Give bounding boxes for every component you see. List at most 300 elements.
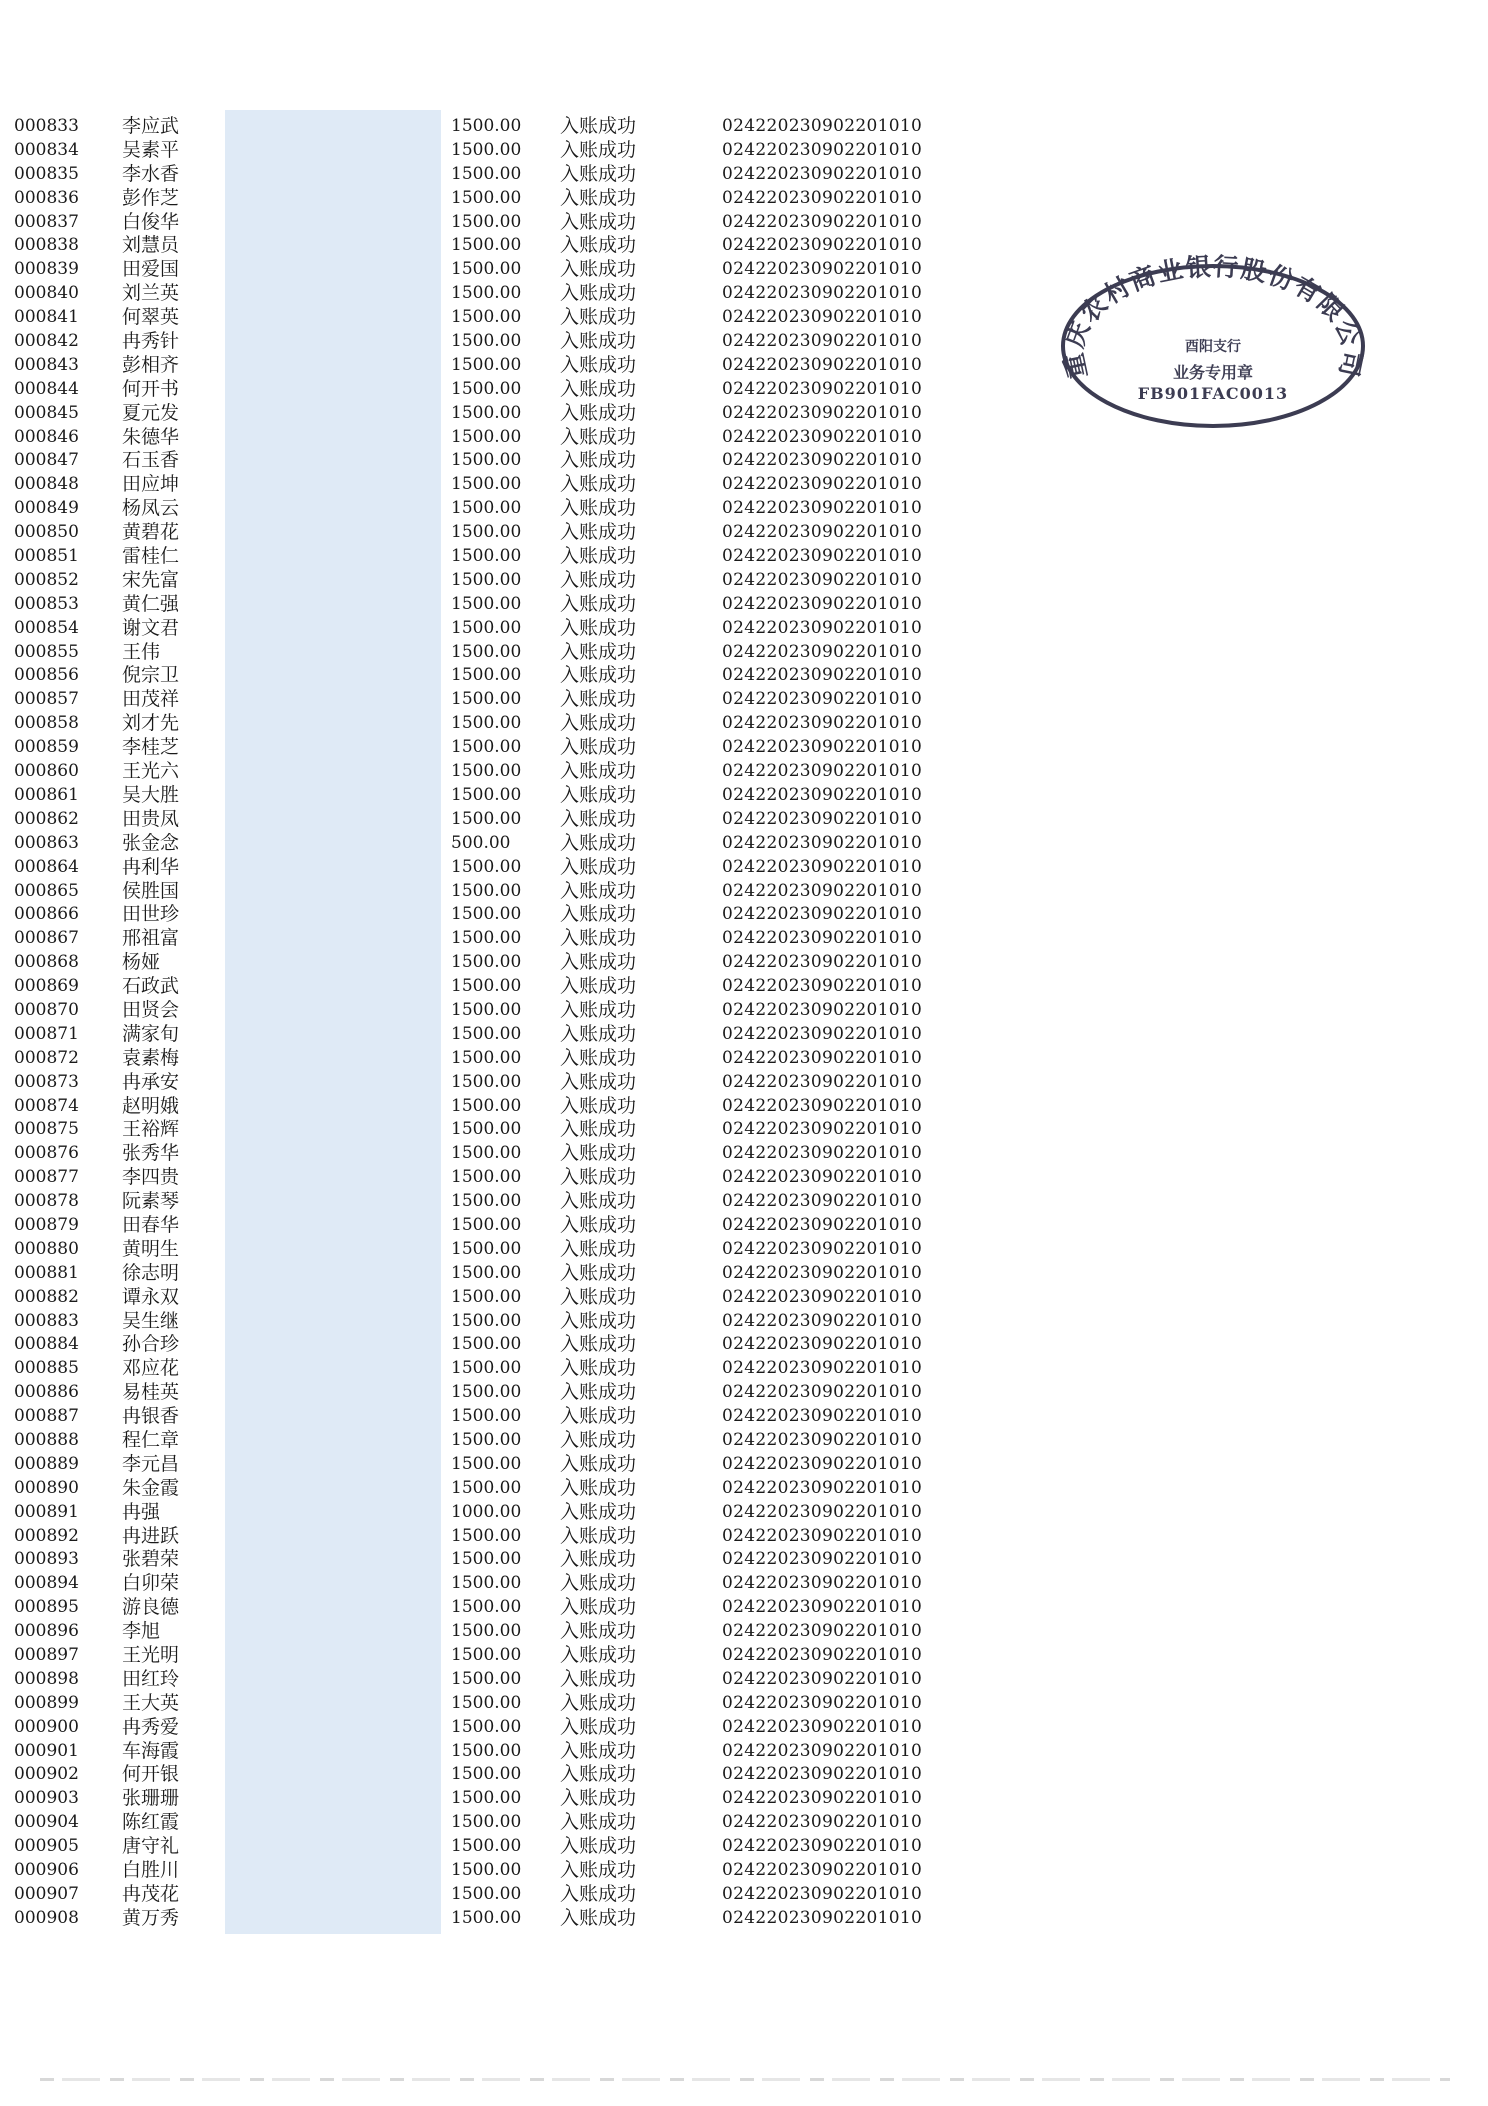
cell-amount: 1500.00 [451, 1836, 522, 1857]
cell-name: 王光明 [122, 1644, 180, 1666]
cell-name: 张金念 [122, 831, 180, 854]
cell-seq: 000885 [14, 1358, 79, 1379]
table-row [0, 1739, 1000, 1763]
cell-ref: 024220230902201010 [722, 450, 923, 471]
cell-status: 入账成功 [560, 545, 637, 568]
cell-ref: 024220230902201010 [722, 283, 923, 304]
table-row [0, 1571, 1000, 1595]
cell-ref: 024220230902201010 [722, 1788, 923, 1809]
cell-name: 吴素平 [122, 138, 180, 161]
cell-name: 游良德 [122, 1596, 180, 1619]
table-row [0, 568, 1000, 592]
cell-status: 入账成功 [560, 1787, 637, 1810]
table-row [0, 1762, 1000, 1786]
cell-ref: 024220230902201010 [722, 426, 923, 447]
cell-status: 入账成功 [560, 258, 637, 281]
cell-amount: 1500.00 [451, 1382, 522, 1403]
cell-seq: 000902 [14, 1764, 79, 1785]
cell-status: 入账成功 [560, 664, 637, 687]
cell-seq: 000897 [14, 1645, 79, 1665]
cell-ref: 024220230902201010 [722, 116, 923, 136]
cell-name: 倪宗卫 [122, 664, 180, 687]
table-row [0, 1380, 1000, 1404]
cell-amount: 1500.00 [451, 1621, 522, 1642]
cell-status: 入账成功 [560, 1763, 637, 1786]
cell-seq: 000838 [14, 235, 79, 256]
cell-ref: 024220230902201010 [722, 1668, 923, 1689]
cell-status: 入账成功 [560, 1428, 637, 1451]
cell-amount: 1500.00 [451, 1549, 522, 1570]
cell-seq: 000861 [14, 784, 79, 805]
cell-ref: 024220230902201010 [722, 1453, 923, 1474]
cell-status: 入账成功 [560, 568, 637, 591]
cell-seq: 000901 [14, 1740, 79, 1761]
cell-name: 冉进跃 [122, 1524, 180, 1547]
cell-status: 入账成功 [560, 1094, 637, 1117]
cell-seq: 000850 [14, 522, 79, 543]
cell-amount: 1500.00 [451, 1453, 522, 1474]
cell-amount: 1500.00 [451, 976, 522, 997]
cell-ref: 024220230902201010 [722, 1692, 923, 1713]
cell-ref: 024220230902201010 [722, 856, 923, 877]
cell-seq: 000871 [14, 1023, 79, 1044]
cell-amount: 1500.00 [451, 1119, 522, 1140]
cell-status: 入账成功 [560, 1190, 637, 1213]
cell-seq: 000862 [14, 808, 79, 829]
table-row [0, 401, 1000, 425]
cell-name: 黄仁强 [122, 592, 180, 615]
cell-amount: 1500.00 [451, 331, 522, 352]
table-row [0, 1882, 1000, 1906]
table-row [0, 210, 1000, 234]
table-row [0, 1834, 1000, 1858]
cell-name: 王大英 [122, 1691, 180, 1714]
cell-seq: 000908 [14, 1907, 79, 1928]
cell-amount: 1500.00 [451, 211, 522, 232]
cell-seq: 000849 [14, 498, 79, 519]
cell-name: 白卯荣 [122, 1572, 180, 1595]
cell-status: 入账成功 [560, 903, 637, 926]
cell-status: 入账成功 [560, 115, 637, 137]
cell-name: 何翠英 [122, 306, 180, 329]
cell-status: 入账成功 [560, 1596, 637, 1619]
cell-status: 入账成功 [560, 879, 637, 902]
cell-status: 入账成功 [560, 210, 637, 233]
cell-status: 入账成功 [560, 1237, 637, 1260]
cell-name: 袁素梅 [122, 1046, 180, 1069]
cell-status: 入账成功 [560, 1882, 637, 1905]
cell-name: 彭作芝 [122, 186, 180, 209]
cell-ref: 024220230902201010 [722, 1740, 923, 1761]
table-row [0, 496, 1000, 520]
cell-name: 李水香 [122, 162, 180, 185]
cell-amount: 1500.00 [451, 1573, 522, 1594]
cell-name: 刘才先 [122, 712, 180, 735]
cell-amount: 1500.00 [451, 354, 522, 375]
cell-status: 入账成功 [560, 1572, 637, 1595]
cell-name: 陈红霞 [122, 1811, 180, 1834]
cell-status: 入账成功 [560, 497, 637, 520]
cell-name: 石玉香 [122, 449, 180, 472]
cell-seq: 000848 [14, 474, 79, 495]
cell-seq: 000888 [14, 1429, 79, 1450]
cell-seq: 000868 [14, 952, 79, 973]
cell-seq: 000844 [14, 378, 79, 399]
cell-amount: 1500.00 [451, 1716, 522, 1737]
cell-status: 入账成功 [560, 330, 637, 353]
table-row [0, 257, 1000, 281]
cell-ref: 024220230902201010 [722, 952, 923, 973]
table-row [0, 783, 1000, 807]
cell-seq: 000900 [14, 1716, 79, 1737]
cell-status: 入账成功 [560, 1667, 637, 1690]
cell-amount: 1500.00 [451, 761, 522, 782]
cell-seq: 000904 [14, 1812, 79, 1833]
cell-ref: 024220230902201010 [722, 617, 923, 638]
cell-ref: 024220230902201010 [722, 1167, 923, 1188]
cell-amount: 1500.00 [451, 1645, 522, 1665]
cell-amount: 1500.00 [451, 1788, 522, 1809]
cell-status: 入账成功 [560, 353, 637, 376]
table-row [0, 1810, 1000, 1834]
cell-seq: 000872 [14, 1047, 79, 1068]
cell-seq: 000903 [14, 1788, 79, 1809]
cell-name: 刘兰英 [122, 282, 180, 305]
cell-status: 入账成功 [560, 1118, 637, 1141]
cell-ref: 024220230902201010 [722, 139, 923, 160]
cell-name: 吴生继 [122, 1309, 180, 1332]
cell-amount: 1500.00 [451, 952, 522, 973]
cell-amount: 1500.00 [451, 1167, 522, 1188]
cell-status: 入账成功 [560, 377, 637, 400]
cell-amount: 1500.00 [451, 474, 522, 495]
cell-name: 张碧荣 [122, 1548, 180, 1571]
cell-amount: 1500.00 [451, 1525, 522, 1546]
cell-seq: 000857 [14, 689, 79, 710]
table-row [0, 329, 1000, 353]
cell-ref: 024220230902201010 [722, 474, 923, 495]
cell-amount: 1500.00 [451, 856, 522, 877]
cell-amount: 1500.00 [451, 689, 522, 710]
cell-ref: 024220230902201010 [722, 1310, 923, 1331]
cell-ref: 024220230902201010 [722, 498, 923, 519]
cell-status: 入账成功 [560, 1452, 637, 1475]
cell-amount: 1500.00 [451, 928, 522, 949]
cell-name: 李桂芝 [122, 736, 180, 759]
cell-ref: 024220230902201010 [722, 187, 923, 208]
cell-ref: 024220230902201010 [722, 1095, 923, 1116]
cell-ref: 024220230902201010 [722, 163, 923, 184]
cell-name: 程仁章 [122, 1428, 180, 1451]
table-row [0, 1715, 1000, 1739]
cell-status: 入账成功 [560, 1644, 637, 1666]
cell-seq: 000905 [14, 1836, 79, 1857]
cell-ref: 024220230902201010 [722, 880, 923, 901]
cell-amount: 1500.00 [451, 641, 522, 662]
cell-amount: 1500.00 [451, 546, 522, 567]
cell-ref: 024220230902201010 [722, 402, 923, 423]
cell-name: 冉秀爱 [122, 1715, 180, 1738]
cell-amount: 1500.00 [451, 999, 522, 1020]
cell-name: 雷桂仁 [122, 545, 180, 568]
cell-status: 入账成功 [560, 592, 637, 615]
cell-seq: 000879 [14, 1214, 79, 1235]
cell-amount: 1500.00 [451, 880, 522, 901]
cell-amount: 1500.00 [451, 283, 522, 304]
cell-amount: 1500.00 [451, 1406, 522, 1427]
cell-status: 入账成功 [560, 1811, 637, 1834]
cell-ref: 024220230902201010 [722, 1262, 923, 1283]
cell-name: 田春华 [122, 1213, 180, 1236]
table-row [0, 1285, 1000, 1309]
cell-seq: 000842 [14, 331, 79, 352]
cell-seq: 000856 [14, 665, 79, 686]
cell-ref: 024220230902201010 [722, 569, 923, 590]
cell-seq: 000865 [14, 880, 79, 901]
table-row [0, 162, 1000, 186]
cell-seq: 000876 [14, 1143, 79, 1164]
table-row [0, 1189, 1000, 1213]
cell-status: 入账成功 [560, 1022, 637, 1045]
cell-name: 谭永双 [122, 1285, 180, 1308]
cell-name: 满家旬 [122, 1022, 180, 1045]
cell-amount: 1500.00 [451, 1883, 522, 1904]
cell-name: 李旭 [122, 1620, 161, 1643]
cell-status: 入账成功 [560, 473, 637, 496]
cell-name: 谢文君 [122, 616, 180, 639]
cell-seq: 000899 [14, 1692, 79, 1713]
table-row [0, 1619, 1000, 1643]
cell-ref: 024220230902201010 [722, 832, 923, 853]
cell-seq: 000892 [14, 1525, 79, 1546]
cell-seq: 000852 [14, 569, 79, 590]
cell-name: 李元昌 [122, 1452, 180, 1475]
cell-name: 夏元发 [122, 401, 180, 424]
cell-ref: 024220230902201010 [722, 1406, 923, 1427]
cell-ref: 024220230902201010 [722, 1501, 923, 1522]
cell-seq: 000854 [14, 617, 79, 638]
cell-name: 田世珍 [122, 903, 180, 926]
table-row [0, 114, 1000, 138]
cell-seq: 000894 [14, 1573, 79, 1594]
cell-ref: 024220230902201010 [722, 1214, 923, 1235]
cell-amount: 1500.00 [451, 498, 522, 519]
table-row [0, 305, 1000, 329]
cell-name: 车海霞 [122, 1739, 180, 1762]
cell-name: 田红玲 [122, 1667, 180, 1690]
table-row [0, 1476, 1000, 1500]
cell-ref: 024220230902201010 [722, 1382, 923, 1403]
table-row [0, 855, 1000, 879]
cell-ref: 024220230902201010 [722, 1119, 923, 1140]
table-row [0, 592, 1000, 616]
cell-amount: 1500.00 [451, 1764, 522, 1785]
cell-name: 田贤会 [122, 998, 180, 1021]
table-row [0, 735, 1000, 759]
table-row [0, 663, 1000, 687]
cell-status: 入账成功 [560, 616, 637, 639]
cell-name: 王裕辉 [122, 1118, 180, 1141]
cell-status: 入账成功 [560, 1500, 637, 1523]
cell-amount: 500.00 [451, 832, 511, 853]
cell-ref: 024220230902201010 [722, 641, 923, 662]
table-row [0, 1117, 1000, 1141]
cell-name: 冉承安 [122, 1070, 180, 1093]
cell-seq: 000863 [14, 832, 79, 853]
cell-status: 入账成功 [560, 1285, 637, 1308]
cell-name: 田茂祥 [122, 688, 180, 711]
cell-status: 入账成功 [560, 736, 637, 759]
table-row [0, 1643, 1000, 1667]
cell-status: 入账成功 [560, 1333, 637, 1356]
cell-status: 入账成功 [560, 234, 637, 257]
cell-status: 入账成功 [560, 760, 637, 783]
table-row [0, 1524, 1000, 1548]
cell-name: 冉利华 [122, 855, 180, 878]
cell-name: 徐志明 [122, 1261, 180, 1284]
cell-name: 唐守礼 [122, 1835, 180, 1858]
seal-branch: 酉阳支行 [1185, 339, 1241, 355]
table-row [0, 902, 1000, 926]
cell-seq: 000846 [14, 426, 79, 447]
cell-name: 朱金霞 [122, 1476, 180, 1499]
cell-ref: 024220230902201010 [722, 1191, 923, 1212]
cell-name: 张秀华 [122, 1142, 180, 1165]
cell-seq: 000867 [14, 928, 79, 949]
cell-amount: 1500.00 [451, 235, 522, 256]
cell-status: 入账成功 [560, 1357, 637, 1380]
table-row [0, 1165, 1000, 1189]
scan-artifact-line [40, 2078, 1450, 2081]
cell-amount: 1500.00 [451, 1668, 522, 1689]
cell-ref: 024220230902201010 [722, 1645, 923, 1665]
cell-name: 赵明娥 [122, 1094, 180, 1117]
cell-seq: 000898 [14, 1668, 79, 1689]
cell-ref: 024220230902201010 [722, 1836, 923, 1857]
table-row [0, 616, 1000, 640]
table-row [0, 281, 1000, 305]
cell-amount: 1500.00 [451, 1071, 522, 1092]
cell-amount: 1500.00 [451, 402, 522, 423]
cell-status: 入账成功 [560, 998, 637, 1021]
cell-amount: 1500.00 [451, 1310, 522, 1331]
cell-seq: 000869 [14, 976, 79, 997]
cell-status: 入账成功 [560, 425, 637, 448]
cell-ref: 024220230902201010 [722, 1358, 923, 1379]
payment-list [0, 114, 1000, 1930]
cell-status: 入账成功 [560, 688, 637, 711]
cell-status: 入账成功 [560, 712, 637, 735]
table-row [0, 1070, 1000, 1094]
table-row [0, 233, 1000, 257]
table-row [0, 1858, 1000, 1882]
cell-name: 白俊华 [122, 210, 180, 233]
cell-seq: 000873 [14, 1071, 79, 1092]
cell-ref: 024220230902201010 [722, 713, 923, 734]
cell-amount: 1500.00 [451, 737, 522, 758]
cell-status: 入账成功 [560, 975, 637, 998]
cell-status: 入账成功 [560, 855, 637, 878]
cell-name: 白胜川 [122, 1859, 180, 1882]
cell-name: 孙合珍 [122, 1333, 180, 1356]
cell-ref: 024220230902201010 [722, 1023, 923, 1044]
table-row [0, 974, 1000, 998]
cell-name: 易桂英 [122, 1381, 180, 1404]
cell-ref: 024220230902201010 [722, 211, 923, 232]
cell-status: 入账成功 [560, 1906, 637, 1929]
cell-amount: 1500.00 [451, 522, 522, 543]
cell-ref: 024220230902201010 [722, 1907, 923, 1928]
cell-status: 入账成功 [560, 282, 637, 305]
cell-seq: 000845 [14, 402, 79, 423]
cell-name: 邢祖富 [122, 927, 180, 950]
cell-seq: 000870 [14, 999, 79, 1020]
cell-name: 田爱国 [122, 258, 180, 281]
cell-status: 入账成功 [560, 1476, 637, 1499]
cell-ref: 024220230902201010 [722, 1143, 923, 1164]
table-row [0, 1022, 1000, 1046]
cell-status: 入账成功 [560, 1691, 637, 1714]
table-row [0, 1332, 1000, 1356]
table-row [0, 807, 1000, 831]
seal-code: FB901FAC0013 [1137, 384, 1289, 403]
cell-ref: 024220230902201010 [722, 1812, 923, 1833]
cell-name: 冉茂花 [122, 1882, 180, 1905]
cell-seq: 000833 [14, 116, 79, 136]
cell-name: 阮素琴 [122, 1190, 180, 1213]
cell-ref: 024220230902201010 [722, 354, 923, 375]
table-row [0, 1691, 1000, 1715]
cell-ref: 024220230902201010 [722, 665, 923, 686]
cell-name: 何开书 [122, 377, 180, 400]
cell-status: 入账成功 [560, 1739, 637, 1762]
table-row [0, 1141, 1000, 1165]
table-row [0, 1046, 1000, 1070]
cell-status: 入账成功 [560, 927, 637, 950]
table-row [0, 687, 1000, 711]
cell-seq: 000834 [14, 139, 79, 160]
cell-ref: 024220230902201010 [722, 1525, 923, 1546]
cell-status: 入账成功 [560, 1620, 637, 1643]
cell-name: 刘慧员 [122, 234, 180, 257]
cell-seq: 000864 [14, 856, 79, 877]
cell-seq: 000907 [14, 1883, 79, 1904]
cell-ref: 024220230902201010 [722, 1429, 923, 1450]
table-row [0, 1452, 1000, 1476]
cell-name: 冉银香 [122, 1405, 180, 1428]
cell-name: 侯胜国 [122, 879, 180, 902]
cell-name: 宋先富 [122, 568, 180, 591]
cell-seq: 000855 [14, 641, 79, 662]
cell-amount: 1500.00 [451, 163, 522, 184]
table-row [0, 831, 1000, 855]
cell-status: 入账成功 [560, 1859, 637, 1882]
cell-seq: 000886 [14, 1382, 79, 1403]
cell-ref: 024220230902201010 [722, 259, 923, 280]
cell-amount: 1500.00 [451, 1860, 522, 1881]
cell-amount: 1500.00 [451, 665, 522, 686]
table-row [0, 1667, 1000, 1691]
cell-ref: 024220230902201010 [722, 593, 923, 614]
cell-status: 入账成功 [560, 1261, 637, 1284]
cell-ref: 024220230902201010 [722, 546, 923, 567]
cell-name: 田贵凤 [122, 807, 180, 830]
cell-seq: 000875 [14, 1119, 79, 1140]
cell-amount: 1500.00 [451, 1477, 522, 1498]
cell-amount: 1500.00 [451, 569, 522, 590]
cell-ref: 024220230902201010 [722, 1883, 923, 1904]
cell-ref: 024220230902201010 [722, 1286, 923, 1307]
